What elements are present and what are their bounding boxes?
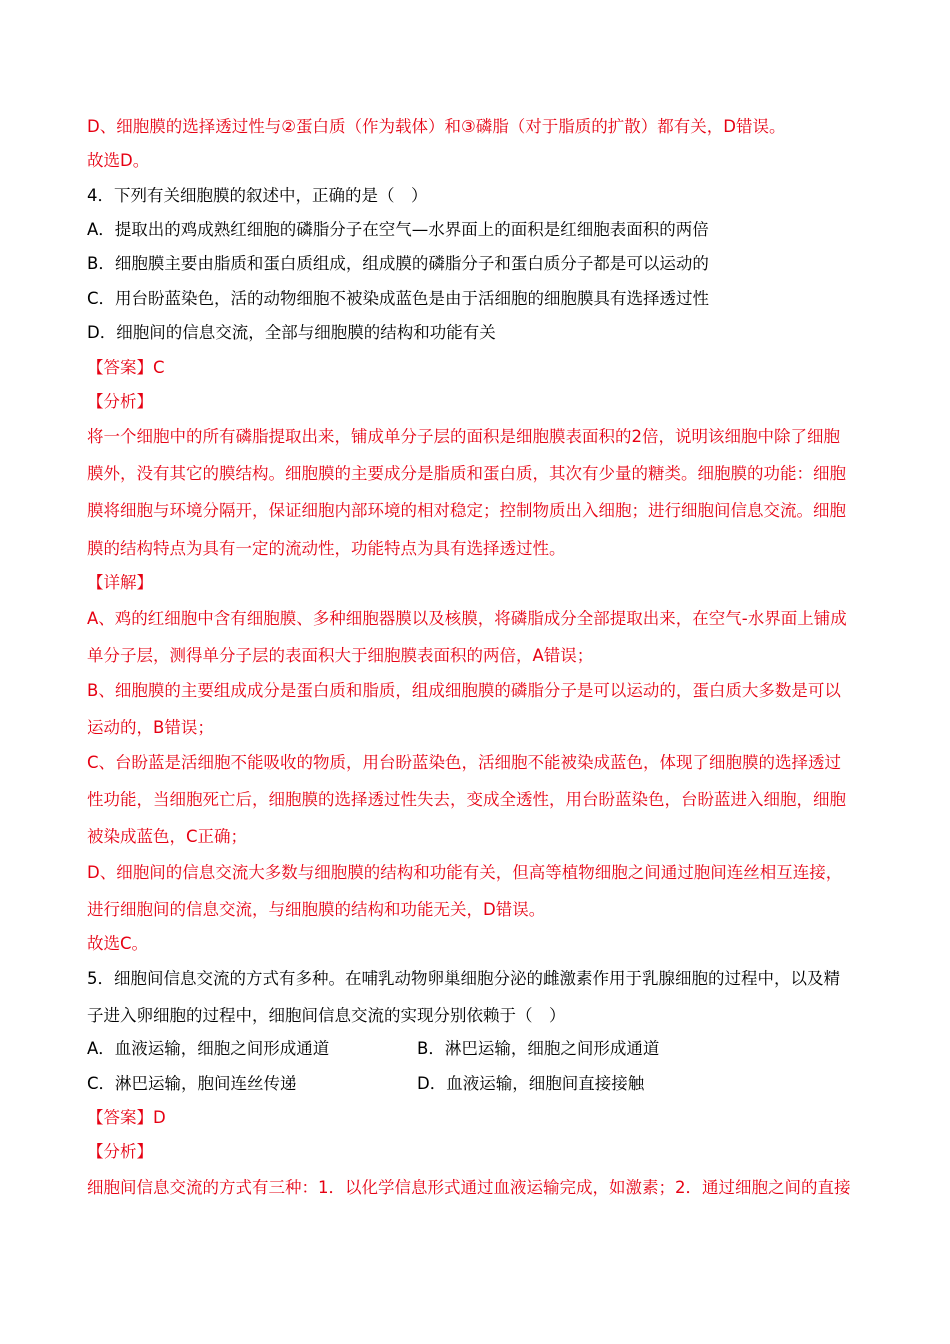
text-line-1: 故选D。: [87, 151, 150, 170]
text-line-18: C、台盼蓝是活细胞不能吸收的物质，用台盼蓝染色，活细胞不能被染成蓝色，体现了细胞膜的选择透过: [87, 753, 842, 772]
option-left-1: C．淋巴运输，胞间连丝传递: [87, 1074, 297, 1093]
tail-line-0: 【答案】D: [87, 1108, 166, 1127]
text-line-12: 膜的结构特点为具有一定的流动性，功能特点为具有选择透过性。: [87, 539, 566, 558]
text-line-24: 5．细胞间信息交流的方式有多种。在哺乳动物卵巢细胞分泌的雌激素作用于乳腺细胞的过程中，以及精: [87, 969, 840, 988]
text-line-17: 运动的，B错误；: [87, 718, 214, 737]
tail-line-2: 细胞间信息交流的方式有三种：1．以化学信息形式通过血液运输完成，如激素；2．通过细胞之间的直接: [87, 1178, 851, 1197]
tail-line-1: 【分析】: [87, 1142, 153, 1161]
text-line-20: 被染成蓝色，C正确；: [87, 827, 248, 846]
text-line-2: 4．下列有关细胞膜的叙述中，正确的是（ ）: [87, 186, 428, 205]
text-line-9: 将一个细胞中的所有磷脂提取出来，铺成单分子层的面积是细胞膜表面积的2倍，说明该细胞中除了细胞: [87, 427, 840, 446]
text-line-22: 进行细胞间的信息交流，与细胞膜的结构和功能无关，D错误。: [87, 900, 546, 919]
text-line-15: 单分子层，测得单分子层的表面积大于细胞膜表面积的两倍，A错误；: [87, 646, 594, 665]
text-line-13: 【详解】: [87, 573, 153, 592]
option-left-0: A．血液运输，细胞之间形成通道: [87, 1039, 330, 1058]
text-line-0: D、细胞膜的选择透过性与②蛋白质（作为载体）和③磷脂（对于脂质的扩散）都有关，D错误。: [87, 117, 786, 136]
option-right-0: B．淋巴运输，细胞之间形成通道: [417, 1039, 660, 1058]
text-line-11: 膜将细胞与环境分隔开，保证细胞内部环境的相对稳定；控制物质出入细胞；进行细胞间信息交流。细胞: [87, 501, 846, 520]
option-right-1: D．血液运输，细胞间直接接触: [417, 1074, 645, 1093]
text-line-8: 【分析】: [87, 392, 153, 411]
text-line-6: D．细胞间的信息交流，全部与细胞膜的结构和功能有关: [87, 323, 496, 342]
text-line-3: A．提取出的鸡成熟红细胞的磷脂分子在空气—水界面上的面积是红细胞表面积的两倍: [87, 220, 709, 239]
text-line-25: 子进入卵细胞的过程中，细胞间信息交流的实现分别依赖于（ ）: [87, 1006, 566, 1025]
text-line-4: B．细胞膜主要由脂质和蛋白质组成，组成膜的磷脂分子和蛋白质分子都是可以运动的: [87, 254, 709, 273]
text-line-21: D、细胞间的信息交流大多数与细胞膜的结构和功能有关，但高等植物细胞之间通过胞间连丝相互连接，: [87, 863, 843, 882]
text-line-10: 膜外，没有其它的膜结构。细胞膜的主要成分是脂质和蛋白质，其次有少量的糖类。细胞膜的功能：细胞: [87, 464, 846, 483]
text-line-7: 【答案】C: [87, 358, 165, 377]
text-line-16: B、细胞膜的主要组成成分是蛋白质和脂质，组成细胞膜的磷脂分子是可以运动的，蛋白质大多数是可以: [87, 681, 841, 700]
text-line-5: C．用台盼蓝染色，活的动物细胞不被染成蓝色是由于活细胞的细胞膜具有选择透过性: [87, 289, 710, 308]
text-line-14: A、鸡的红细胞中含有细胞膜、多种细胞器膜以及核膜，将磷脂成分全部提取出来，在空气-水界面上铺成: [87, 609, 847, 628]
text-line-19: 性功能，当细胞死亡后，细胞膜的选择透过性失去，变成全透性，用台盼蓝染色，台盼蓝进入细胞，细胞: [87, 790, 846, 809]
text-line-23: 故选C。: [87, 934, 149, 953]
